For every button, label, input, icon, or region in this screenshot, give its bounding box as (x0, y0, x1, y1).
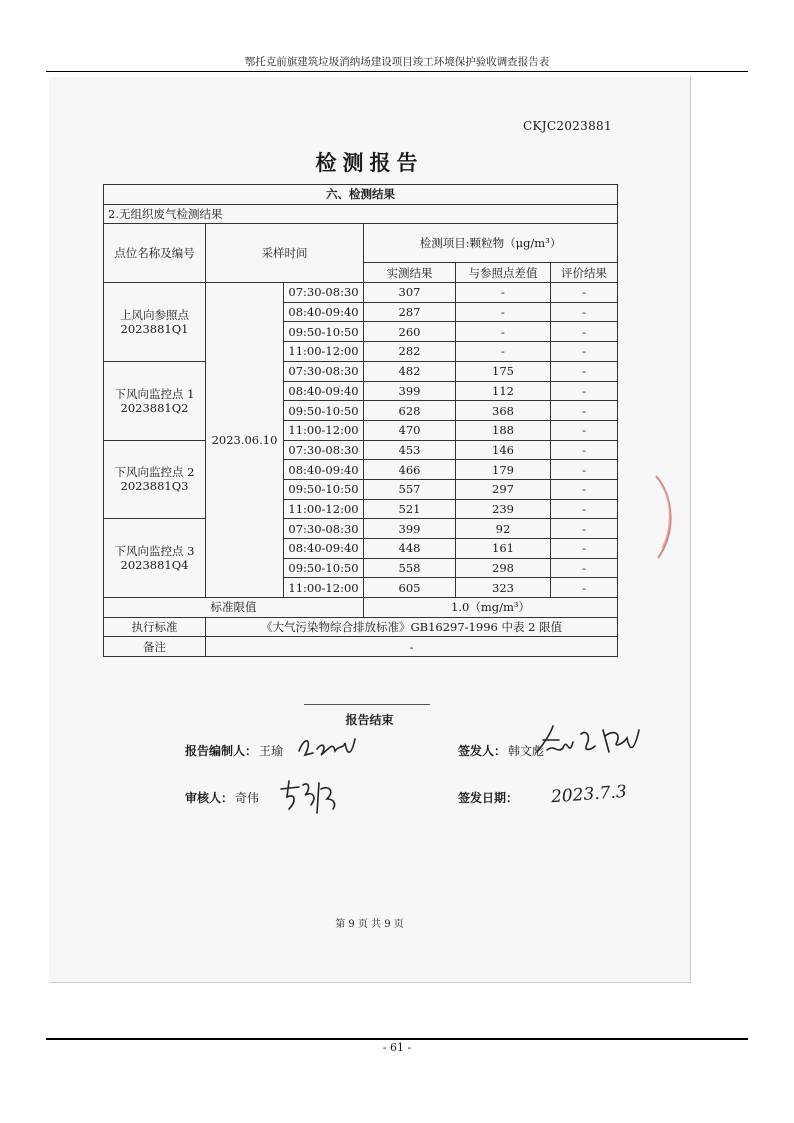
eval-value: - (551, 558, 618, 578)
sample-time: 07:30-08:30 (284, 283, 364, 303)
table-row (104, 519, 618, 539)
table-row (104, 440, 618, 460)
diff-value: 188 (456, 420, 551, 440)
red-seal-stamp (652, 472, 676, 562)
table-footer-row (104, 598, 618, 618)
eval-value: - (551, 479, 618, 499)
measured-value: 453 (364, 440, 456, 460)
diff-value: 297 (456, 479, 551, 499)
table-footer-row (104, 637, 618, 657)
eval-value: - (551, 539, 618, 559)
compiler-name: 王瑜 (259, 744, 284, 758)
header-time: 采样时间 (206, 224, 364, 283)
eval-value: - (551, 499, 618, 519)
measured-value: 521 (364, 499, 456, 519)
sample-date: 2023.06.10 (206, 283, 284, 598)
section-title: 六、检测结果 (104, 185, 618, 205)
point-name-cell (104, 361, 206, 440)
remark-label: 备注 (104, 637, 206, 657)
report-end: 报告结束 (345, 713, 394, 727)
reviewer-signature (275, 775, 341, 819)
sample-time: 08:40-09:40 (284, 460, 364, 480)
limit-value: 1.0（mg/m³） (364, 598, 618, 618)
report-number: CKJC2023881 (523, 119, 612, 133)
report-title: 检测报告 (315, 150, 424, 175)
diff-value: 368 (456, 401, 551, 421)
measured-value: 282 (364, 342, 456, 362)
issue-date-handwritten (547, 777, 647, 811)
issuer-signature (533, 722, 645, 770)
header-item: 检测项目:颗粒物（μg/m³） (364, 224, 618, 263)
result-table-body (104, 185, 618, 657)
header-eval: 评价结果 (551, 263, 618, 283)
standard-label: 执行标准 (104, 617, 206, 637)
point-name-cell (104, 283, 206, 362)
diff-value: 112 (456, 381, 551, 401)
table-row (104, 283, 618, 303)
measured-value: 470 (364, 420, 456, 440)
diff-value: 175 (456, 361, 551, 381)
issuer-row (458, 742, 544, 759)
diff-value: 298 (456, 558, 551, 578)
table-row (104, 361, 618, 381)
sample-time: 07:30-08:30 (284, 440, 364, 460)
measured-value: 448 (364, 539, 456, 559)
measured-value: 628 (364, 401, 456, 421)
point-code: 2023881Q2 (120, 400, 189, 415)
divider (304, 704, 430, 705)
compiler-signature (295, 727, 359, 767)
eval-value: - (551, 342, 618, 362)
issuer-name: 韩文彪 (508, 744, 545, 758)
inner-page-number: 第 9 页 共 9 页 (335, 919, 404, 930)
diff-value: 239 (456, 499, 551, 519)
standard-value: 《大气污染物综合排放标准》GB16297-1996 中表 2 限值 (206, 617, 618, 637)
compiler-row (185, 742, 283, 759)
table-footer-row (104, 617, 618, 637)
subsection-title: 2.无组织废气检测结果 (104, 204, 618, 224)
sample-time: 09:50-10:50 (284, 558, 364, 578)
diff-value: 146 (456, 440, 551, 460)
header-diff: 与参照点差值 (456, 263, 551, 283)
diff-value: - (456, 342, 551, 362)
eval-value: - (551, 302, 618, 322)
issue-date-row (458, 789, 518, 806)
measured-value: 466 (364, 460, 456, 480)
sample-time: 11:00-12:00 (284, 499, 364, 519)
point-name: 下风向监控点 3 (114, 544, 195, 559)
issuer-label: 签发人： (458, 744, 507, 758)
eval-value: - (551, 460, 618, 480)
reviewer-name: 奇伟 (235, 791, 260, 805)
point-code: 2023881Q4 (120, 558, 189, 573)
measured-value: 558 (364, 558, 456, 578)
issue-date-label: 签发日期： (458, 791, 519, 805)
issue-date-text: 2023.7.3 (550, 781, 628, 808)
table-header-row (104, 224, 618, 263)
sample-time: 08:40-09:40 (284, 539, 364, 559)
table-section-row (104, 185, 618, 205)
measured-value: 482 (364, 361, 456, 381)
point-name: 下风向监控点 1 (114, 386, 195, 401)
limit-label: 标准限值 (104, 598, 364, 618)
header-measured: 实测结果 (364, 263, 456, 283)
measured-value: 557 (364, 479, 456, 499)
eval-value: - (551, 401, 618, 421)
point-code: 2023881Q1 (120, 321, 189, 336)
reviewer-row (185, 789, 259, 806)
eval-value: - (551, 420, 618, 440)
eval-value: - (551, 519, 618, 539)
eval-value: - (551, 381, 618, 401)
footer-rule (46, 1038, 748, 1040)
table-subsection-row (104, 204, 618, 224)
page-header: 鄂托克前旗建筑垃圾消纳场建设项目竣工环境保护验收调查报告表 (46, 54, 748, 72)
sample-time: 07:30-08:30 (284, 519, 364, 539)
sample-time: 08:40-09:40 (284, 381, 364, 401)
point-name: 下风向监控点 2 (114, 465, 195, 480)
sample-time: 11:00-12:00 (284, 420, 364, 440)
diff-value: - (456, 283, 551, 303)
compiler-label: 报告编制人： (185, 744, 258, 758)
point-code: 2023881Q3 (120, 479, 189, 494)
eval-value: - (551, 440, 618, 460)
eval-value: - (551, 361, 618, 381)
eval-value: - (551, 322, 618, 342)
sample-time: 11:00-12:00 (284, 342, 364, 362)
header-point: 点位名称及编号 (104, 224, 206, 283)
diff-value: 179 (456, 460, 551, 480)
diff-value: 323 (456, 578, 551, 598)
sample-time: 09:50-10:50 (284, 401, 364, 421)
measured-value: 399 (364, 519, 456, 539)
eval-value: - (551, 578, 618, 598)
measured-value: 605 (364, 578, 456, 598)
remark-value: - (206, 637, 618, 657)
diff-value: - (456, 322, 551, 342)
scanned-report-page (49, 77, 691, 983)
measured-value: 307 (364, 283, 456, 303)
reviewer-label: 审核人： (185, 791, 234, 805)
sample-time: 07:30-08:30 (284, 361, 364, 381)
point-name: 上风向参照点 (120, 307, 189, 322)
page-footer: - 61 - (382, 1041, 412, 1054)
point-name-cell (104, 440, 206, 519)
sample-time: 09:50-10:50 (284, 479, 364, 499)
diff-value: 161 (456, 539, 551, 559)
sample-time: 08:40-09:40 (284, 302, 364, 322)
diff-value: - (456, 302, 551, 322)
sample-time: 11:00-12:00 (284, 578, 364, 598)
result-table (103, 184, 618, 657)
measured-value: 260 (364, 322, 456, 342)
measured-value: 399 (364, 381, 456, 401)
diff-value: 92 (456, 519, 551, 539)
point-name-cell (104, 519, 206, 598)
measured-value: 287 (364, 302, 456, 322)
sample-time: 09:50-10:50 (284, 322, 364, 342)
eval-value: - (551, 283, 618, 303)
